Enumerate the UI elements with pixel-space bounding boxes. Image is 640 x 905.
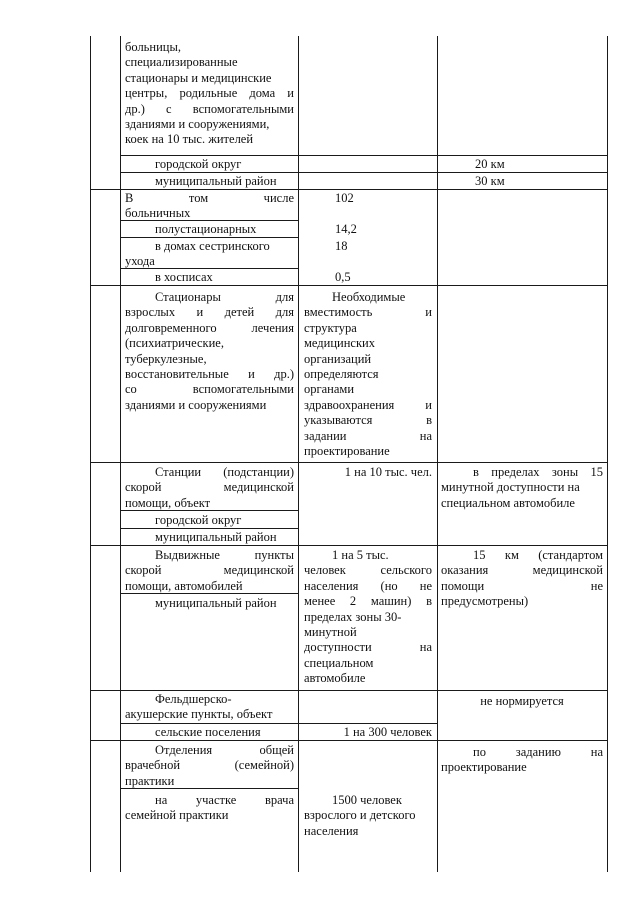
text-line: Станции (подстанции) <box>155 465 294 479</box>
text-line: Отделения общей <box>155 743 294 757</box>
text-line: больницы, <box>125 40 181 54</box>
text-line: организаций <box>304 351 372 366</box>
text-line: в хосписах <box>155 270 213 284</box>
text-line: проектирование <box>441 760 527 775</box>
text-line: по заданию на <box>473 745 603 759</box>
cell-feldsher-label <box>125 692 294 723</box>
text-line: акушерские пункты, объект <box>125 707 273 722</box>
text-line: стационары и медицинские <box>125 70 272 85</box>
text-line: оказания медицинской <box>441 563 603 578</box>
table-border-left <box>90 36 91 872</box>
text-line: скорой медицинской <box>125 563 294 578</box>
cell-hospital-beds-value <box>335 191 415 206</box>
text-line: пределах зоны 30- <box>304 609 402 624</box>
text-line: туберкулезные, <box>125 351 207 366</box>
cell-ambulance-label <box>125 465 294 511</box>
text-line: населения (но не <box>304 578 432 593</box>
text-line: медицинских <box>304 336 375 351</box>
text-line: со вспомогательными <box>125 382 294 397</box>
table-row-rule <box>90 462 607 463</box>
cell-family-practice-access <box>441 745 603 776</box>
text-line: не нормируется <box>480 694 564 708</box>
text-line: муниципальный район <box>155 596 277 610</box>
text-line: полустационарных <box>155 222 257 236</box>
text-line: 30 км <box>475 174 505 188</box>
text-line: сельские поселения <box>155 725 261 739</box>
text-line: в пределах зоны 15 <box>473 465 603 479</box>
cell-ambulance-urban-label <box>155 513 295 528</box>
text-line: специальном автомобиле <box>441 495 575 510</box>
text-line: 14,2 <box>335 222 357 236</box>
text-line: центры, родильные дома и <box>125 86 294 101</box>
text-line: муниципальный район <box>155 530 277 544</box>
text-line: восстановительные и др.) <box>125 366 294 381</box>
text-line: 1 на 5 тыс. <box>332 548 389 562</box>
text-line: 15 км (стандартом <box>473 548 603 562</box>
text-line: практики <box>125 773 175 788</box>
table-row-rule <box>90 690 607 691</box>
table-row-rule <box>120 155 607 156</box>
text-line: минутной доступности на <box>441 480 580 495</box>
cell-nursing-homes-label <box>125 239 294 270</box>
text-line: В том числе <box>125 191 294 205</box>
cell-hospices-label <box>155 270 295 285</box>
text-line: больничных <box>125 206 191 221</box>
text-line: на участке врача <box>155 793 294 807</box>
text-line: 20 км <box>475 157 505 171</box>
text-line: коек на 10 тыс. жителей <box>125 132 254 147</box>
text-line: специальном <box>304 655 374 670</box>
cell-feldsher-sub-label <box>155 725 295 740</box>
cell-urban-district-access <box>475 157 555 172</box>
text-line: в домах сестринского <box>155 239 270 253</box>
cell-family-practice-label <box>125 743 294 789</box>
cell-ambulance-access <box>441 465 603 511</box>
table-border-right <box>607 36 608 872</box>
cell-nursing-homes-value <box>335 239 415 254</box>
text-line: специализированные <box>125 55 238 70</box>
text-line: указываются в <box>304 413 432 428</box>
text-line: человек сельского <box>304 563 432 578</box>
text-line: здравоохранения и <box>304 397 432 412</box>
cell-hospices-value <box>335 270 415 285</box>
text-line: 1 на 10 тыс. чел. <box>344 465 432 479</box>
text-line: (психиатрические, <box>125 336 224 351</box>
text-line: менее 2 машин) в <box>304 594 432 609</box>
cell-long-term-value <box>304 290 432 459</box>
text-line: проектирование <box>304 443 390 458</box>
cell-semi-inpatient-value <box>335 222 415 237</box>
text-line: автомобиле <box>304 671 366 686</box>
text-line: скорой медицинской <box>125 480 294 495</box>
cell-ambulance-value <box>304 465 432 480</box>
text-line: доступности на <box>304 640 432 655</box>
cell-urban-district-label <box>155 157 295 172</box>
text-line: предусмотрены) <box>441 594 529 609</box>
text-line: помощи, автомобилей <box>125 578 243 593</box>
text-line: врачебной (семейной) <box>125 758 294 773</box>
table-row-rule <box>120 723 437 724</box>
cell-feldsher-sub-value <box>304 725 432 740</box>
cell-mobile-ambulance-access <box>441 548 603 610</box>
cell-municipal-district-access <box>475 174 555 189</box>
text-line: 102 <box>335 191 354 205</box>
text-line: зданиями и сооружениями <box>125 397 267 412</box>
text-line: Фельдшерско- <box>155 692 232 706</box>
text-line: задании на <box>304 428 432 443</box>
text-line: минутной <box>304 624 357 639</box>
text-line: Стационары для <box>155 290 294 304</box>
text-line: 0,5 <box>335 270 351 284</box>
text-line: муниципальный район <box>155 174 277 188</box>
cell-family-practice-sub-label <box>125 793 294 824</box>
text-line: Выдвижные пункты <box>155 548 294 562</box>
table-column-divider-3 <box>437 36 438 872</box>
text-line: помощи не <box>441 578 603 593</box>
table-column-divider-1 <box>120 36 121 872</box>
text-line: зданиями и сооружениями, <box>125 116 270 131</box>
text-line: др.) с вспомогательными <box>125 101 294 116</box>
text-line: взрослого и детского <box>304 808 416 823</box>
cell-feldsher-access <box>441 694 603 709</box>
text-line: городской округ <box>155 157 242 171</box>
text-line: городской округ <box>155 513 242 527</box>
text-line: 1 на 300 человек <box>343 725 432 739</box>
cell-mobile-ambulance-label <box>125 548 294 594</box>
text-line: населения <box>304 823 359 838</box>
text-line: помощи, объект <box>125 495 211 510</box>
cell-long-term-label <box>125 290 294 413</box>
text-line: определяются <box>304 366 379 381</box>
cell-hospitals-label <box>125 40 294 148</box>
text-line: 1500 человек <box>332 793 402 807</box>
cell-mobile-ambulance-value <box>304 548 432 687</box>
text-line: взрослых и детей для <box>125 305 294 320</box>
text-line: долговременного лечения <box>125 320 294 335</box>
text-line: ухода <box>125 254 155 269</box>
cell-hospital-beds-label <box>125 191 294 222</box>
cell-family-practice-sub-value <box>304 793 432 839</box>
cell-semi-inpatient-label <box>155 222 295 237</box>
cell-municipal-district-label <box>155 174 295 189</box>
text-line: органами <box>304 382 355 397</box>
table-column-divider-2 <box>298 36 299 872</box>
cell-mobile-ambulance-sub-label <box>155 596 295 611</box>
text-line: вместимость и <box>304 305 432 320</box>
text-line: семейной практики <box>125 808 229 823</box>
text-line: структура <box>304 320 357 335</box>
text-line: 18 <box>335 239 348 253</box>
cell-ambulance-municipal-label <box>155 530 295 545</box>
text-line: Необходимые <box>332 290 406 304</box>
